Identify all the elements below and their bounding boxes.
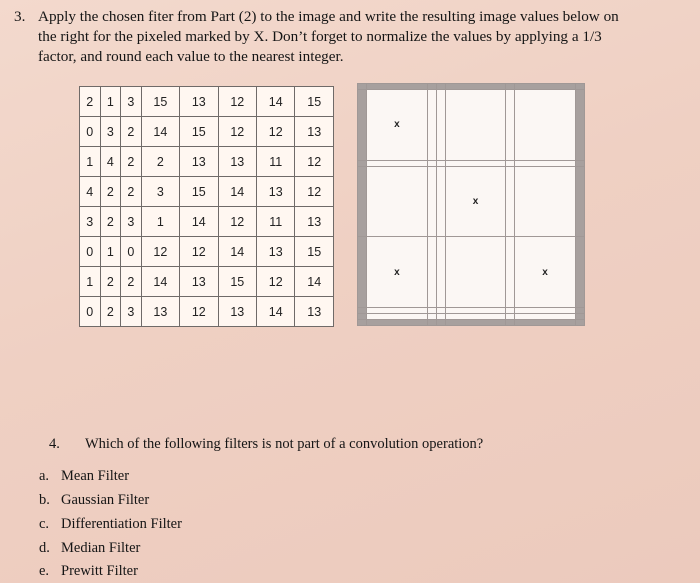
option-e[interactable] (39, 563, 138, 580)
option-b-label: Gaussian Filter (61, 492, 150, 508)
output-grid-cell[interactable] (427, 166, 436, 237)
output-grid-cell[interactable] (367, 89, 427, 160)
input-grid-cell: 1 (80, 147, 101, 177)
input-grid-cell: 15 (180, 117, 218, 147)
input-grid-cell: 0 (80, 117, 101, 147)
option-c-letter: c. (39, 516, 50, 532)
input-grid-cell: 3 (121, 297, 142, 327)
x-marker: x (394, 119, 400, 131)
input-grid-cell: 2 (121, 147, 142, 177)
question-4-number: 4. (49, 436, 60, 452)
input-grid-cell: 0 (80, 237, 101, 267)
input-grid-cell: 0 (80, 297, 101, 327)
output-border-cell (575, 320, 584, 326)
input-grid-row (80, 207, 334, 237)
output-grid-row (358, 320, 585, 326)
output-grid-cell[interactable] (427, 89, 436, 160)
output-grid-cell[interactable] (506, 166, 515, 237)
input-grid-cell: 2 (121, 117, 142, 147)
input-grid-cell: 13 (295, 117, 334, 147)
input-grid-cell: 15 (295, 237, 334, 267)
input-grid-cell: 2 (100, 177, 121, 207)
option-c[interactable] (39, 516, 182, 533)
input-grid-cell: 3 (141, 177, 179, 207)
input-grid-cell: 14 (180, 207, 218, 237)
input-grid-cell: 14 (141, 117, 179, 147)
input-grid-cell: 13 (180, 267, 218, 297)
output-image-grid (357, 83, 585, 326)
output-border-cell (358, 166, 367, 237)
output-border-cell (427, 320, 436, 326)
input-grid-cell: 13 (218, 147, 256, 177)
x-marker: x (472, 196, 479, 208)
input-grid-cell: 13 (180, 147, 218, 177)
input-grid-cell: 13 (295, 207, 334, 237)
option-d[interactable] (39, 540, 140, 557)
question-3-line-2: the right for the pixeled marked by X. Don’t forget to normalize the values by applying a 1/3 (38, 28, 602, 45)
option-d-label: Median Filter (61, 540, 141, 556)
output-border-cell (358, 237, 367, 308)
input-grid-cell: 4 (80, 177, 101, 207)
input-grid-cell: 1 (80, 267, 101, 297)
input-grid-row (80, 297, 334, 327)
input-grid-cell: 13 (295, 297, 334, 327)
input-grid-cell: 2 (100, 267, 121, 297)
input-grid-cell: 13 (141, 297, 179, 327)
output-grid-cell[interactable] (367, 237, 427, 308)
question-3-number: 3. (14, 8, 26, 25)
input-grid-cell: 12 (180, 237, 218, 267)
input-grid-cell: 13 (218, 297, 256, 327)
input-grid-cell: 3 (80, 207, 101, 237)
input-grid-cell: 14 (218, 237, 256, 267)
output-border-cell (506, 320, 515, 326)
output-grid-cell[interactable] (436, 237, 445, 308)
input-grid-cell: 14 (218, 177, 256, 207)
input-grid-cell: 15 (295, 87, 334, 117)
input-grid-cell: 4 (100, 147, 121, 177)
input-image-grid (79, 86, 334, 327)
input-grid-cell: 12 (257, 117, 295, 147)
output-border-cell (575, 237, 584, 308)
input-grid-row (80, 237, 334, 267)
output-grid-row (358, 89, 585, 160)
input-grid-cell: 13 (257, 177, 295, 207)
input-grid-row (80, 117, 334, 147)
option-c-label: Differentiation Filter (61, 516, 182, 532)
output-border-cell (515, 320, 575, 326)
output-grid-cell[interactable] (515, 166, 575, 237)
input-grid-cell: 14 (257, 87, 295, 117)
input-grid-cell: 0 (121, 237, 142, 267)
input-grid-cell: 11 (257, 147, 295, 177)
output-grid-cell[interactable] (367, 166, 427, 237)
output-grid-row (358, 166, 585, 237)
output-grid-cell[interactable] (515, 237, 575, 308)
input-grid-cell: 12 (141, 237, 179, 267)
input-grid-cell: 11 (257, 207, 295, 237)
input-grid-row (80, 87, 334, 117)
output-border-cell (445, 320, 505, 326)
input-grid-cell: 1 (141, 207, 179, 237)
output-border-cell (575, 89, 584, 160)
output-grid-cell[interactable] (506, 89, 515, 160)
output-grid-cell[interactable] (436, 166, 445, 237)
input-grid-row (80, 177, 334, 207)
input-grid-cell: 2 (100, 297, 121, 327)
output-border-cell (436, 320, 445, 326)
input-grid-cell: 3 (100, 117, 121, 147)
output-grid-cell[interactable] (436, 89, 445, 160)
output-border-cell (358, 89, 367, 160)
input-grid-cell: 2 (100, 207, 121, 237)
option-a[interactable] (39, 468, 129, 485)
output-grid-row (358, 237, 585, 308)
option-a-letter: a. (39, 468, 50, 484)
question-4-text: Which of the following filters is not part of a convolution operation? (85, 436, 484, 452)
input-grid-cell: 12 (295, 177, 334, 207)
input-grid-cell: 3 (121, 87, 142, 117)
input-grid-cell: 2 (121, 177, 142, 207)
input-grid-cell: 12 (218, 207, 256, 237)
output-grid-cell[interactable] (445, 237, 505, 308)
option-a-label: Mean Filter (61, 468, 130, 484)
question-3-line-1: Apply the chosen fiter from Part (2) to the image and write the resulting image values below on (38, 8, 619, 25)
input-grid-cell: 15 (180, 177, 218, 207)
input-grid-cell: 14 (141, 267, 179, 297)
input-grid-cell: 12 (180, 297, 218, 327)
output-grid-cell[interactable] (427, 237, 436, 308)
input-grid-cell: 2 (141, 147, 179, 177)
input-grid-cell: 14 (257, 297, 295, 327)
input-grid-cell: 13 (257, 237, 295, 267)
option-e-label: Prewitt Filter (61, 563, 138, 579)
input-grid-cell: 1 (100, 237, 121, 267)
input-grid-cell: 15 (141, 87, 179, 117)
input-grid-cell: 14 (295, 267, 334, 297)
input-grid-cell: 1 (100, 87, 121, 117)
x-marker: x (542, 266, 548, 278)
output-border-cell (367, 320, 427, 326)
input-grid-row (80, 267, 334, 297)
option-b[interactable] (39, 492, 149, 509)
option-e-letter: e. (39, 563, 50, 579)
option-b-letter: b. (39, 492, 50, 508)
input-grid-row (80, 147, 334, 177)
output-border-cell (358, 320, 367, 326)
input-grid-cell: 12 (257, 267, 295, 297)
input-grid-cell: 12 (218, 87, 256, 117)
option-d-letter: d. (39, 540, 50, 556)
question-3 (14, 7, 686, 67)
output-border-cell (575, 166, 584, 237)
input-grid-cell: 12 (295, 147, 334, 177)
input-grid-cell: 2 (80, 87, 101, 117)
question-3-line-3: factor, and round each value to the nearest integer. (38, 48, 344, 65)
x-marker: x (394, 266, 400, 278)
output-grid-cell[interactable] (445, 166, 505, 237)
input-grid-cell: 3 (121, 207, 142, 237)
input-grid-cell: 15 (218, 267, 256, 297)
question-3-text (38, 7, 686, 67)
output-grid-cell[interactable] (506, 237, 515, 308)
input-grid-cell: 13 (180, 87, 218, 117)
output-grid-cell[interactable] (445, 89, 505, 160)
input-grid-cell: 12 (218, 117, 256, 147)
output-grid-cell[interactable] (515, 89, 575, 160)
input-grid-cell: 2 (121, 267, 142, 297)
